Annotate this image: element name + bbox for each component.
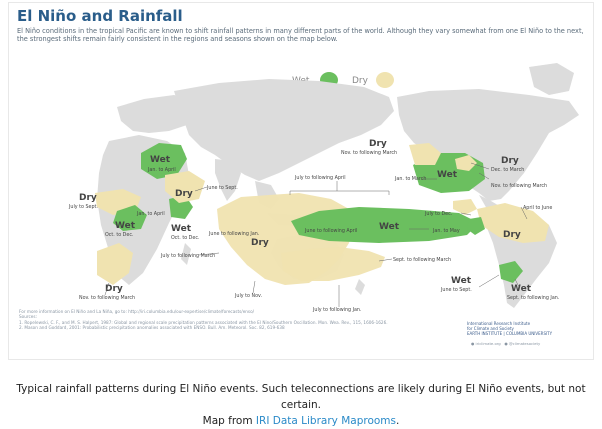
legend-dry-swatch: [376, 72, 394, 88]
label-wet-central-asia-season: Jan. to April: [148, 168, 176, 173]
label-wet-southeast-us: Wet: [437, 170, 458, 180]
annotation-sept-following-march: Sept. to following March: [393, 258, 452, 263]
sources-block: [19, 309, 459, 330]
label-wet-southern-brazil-season: June to Sept.: [441, 288, 472, 293]
annotation-jan-may: Jan. to May: [433, 229, 460, 234]
iri-logo-line3: EARTH INSTITUTE | COLUMBIA UNIVERSITY: [467, 331, 553, 336]
annotation-july-dec: July to Dec.: [425, 212, 453, 217]
label-dry-southern-africa-season: Nov. to following March: [79, 296, 136, 301]
label-wet-central-asia: Wet: [150, 155, 171, 165]
iri-logo-line1: International Research Institute: [467, 321, 531, 326]
caption-prefix: Map from: [202, 415, 256, 427]
iri-logo: [467, 321, 552, 336]
label-dry-pacific-northwest: Dry: [369, 139, 387, 149]
asia: [174, 79, 394, 181]
label-wet-argentina-season: Sept. to following Jan.: [507, 296, 560, 301]
label-wet-east-africa: Wet: [171, 224, 192, 234]
label-wet-southern-brazil: Wet: [451, 276, 472, 286]
label-dry-west-africa-season: July to Sept.: [69, 205, 98, 210]
facebook-icon[interactable]: ●: [471, 341, 475, 346]
caption-suffix: .: [396, 415, 400, 427]
facebook-handle[interactable]: iriclimate.org: [475, 341, 501, 346]
twitter-icon[interactable]: ●: [504, 341, 508, 346]
label-dry-northern-south-america-season: April to June: [523, 206, 553, 211]
label-wet-argentina: Wet: [511, 284, 532, 294]
label-dry-southern-africa: Dry: [105, 284, 123, 294]
label-dry-indo-australia-season: June to following Jan.: [209, 232, 260, 237]
annotation-july-following-march: July to following March: [161, 254, 216, 259]
figure-caption: [0, 381, 602, 429]
annotation-july-to-nov: July to Nov.: [235, 294, 263, 299]
legend-dry-label: Dry: [352, 76, 368, 86]
sources-heading: Sources:: [19, 314, 37, 320]
label-dry-india: Dry: [175, 189, 193, 199]
more-info-link[interactable]: For more information on El Niño and La Niña, go to: http://iri.columbia.edu/our-expertise/climate/forecasts/enso/: [19, 309, 255, 314]
label-dry-ohio-valley: Dry: [501, 156, 519, 166]
figure-title: El Niño and Rainfall: [17, 7, 183, 25]
social-links: [471, 341, 540, 346]
label-wet-equatorial-africa-season: Oct. to Dec.: [105, 233, 134, 238]
map-figure: [8, 2, 594, 360]
source-ref-1: 1. Ropelewski, C. F., and M. S. Halpert, 1987: Global and regional scale precipitation patterns associated with the El Nino/Southern Oscillation. Mon. Wea. Rev., 115, 1606-1626.: [19, 319, 388, 325]
dry-region-caribbean: [453, 199, 477, 215]
label-dry-india-season: June to Sept.: [207, 186, 238, 191]
annotation-jan-april: Jan. to April: [137, 212, 165, 217]
world-map: [9, 3, 595, 361]
label-dry-pacific-northwest-season: Nov. to following March: [341, 151, 398, 156]
annotation-july-following-jan: July to following Jan.: [313, 308, 362, 313]
label-dry-caribbean-season: Nov. to following March: [491, 184, 548, 189]
label-dry-northern-south-america: Dry: [503, 230, 521, 240]
label-dry-indo-australia: Dry: [251, 238, 269, 248]
twitter-handle[interactable]: @climatesociety: [508, 341, 541, 346]
maproom-link[interactable]: IRI Data Library Maprooms: [255, 415, 397, 427]
label-wet-central-pacific-season: June to following April: [305, 229, 358, 234]
new-zealand: [355, 279, 365, 295]
source-ref-2: 2. Mason and Goddard, 2001: Probabilistic precipitation anomalies associated with ENSO. Bull. Am. Meteorol. Soc. 82, 619-638: [19, 324, 285, 330]
label-wet-east-africa-season: Oct. to Dec.: [171, 236, 200, 241]
dry-region-south-pacific: [281, 247, 385, 281]
label-wet-equatorial-africa: Wet: [115, 221, 136, 231]
label-wet-southeast-us-season: Jan. to March: [395, 177, 427, 182]
label-dry-west-africa: Dry: [79, 193, 97, 203]
label-wet-central-pacific: Wet: [379, 222, 400, 232]
caption-line-1: Typical rainfall patterns during El Niño events. Such teleconnections are likely during El Niño events, but not certain.: [16, 383, 586, 411]
greenland: [529, 63, 574, 95]
label-dry-ohio-valley-season: Dec. to March: [491, 168, 525, 173]
figure-intro: El Niño conditions in the tropical Pacific are known to shift rainfall patterns in many different parts of the world. Although they vary somewhat from one El Niño to the next, the strongest shifts remain fairly consistent in the regions and seasons shown on the map below.: [17, 27, 584, 43]
iri-logo-line2: for Climate and Society: [467, 326, 514, 331]
annotation-july-following-april: July to following April: [295, 176, 346, 181]
